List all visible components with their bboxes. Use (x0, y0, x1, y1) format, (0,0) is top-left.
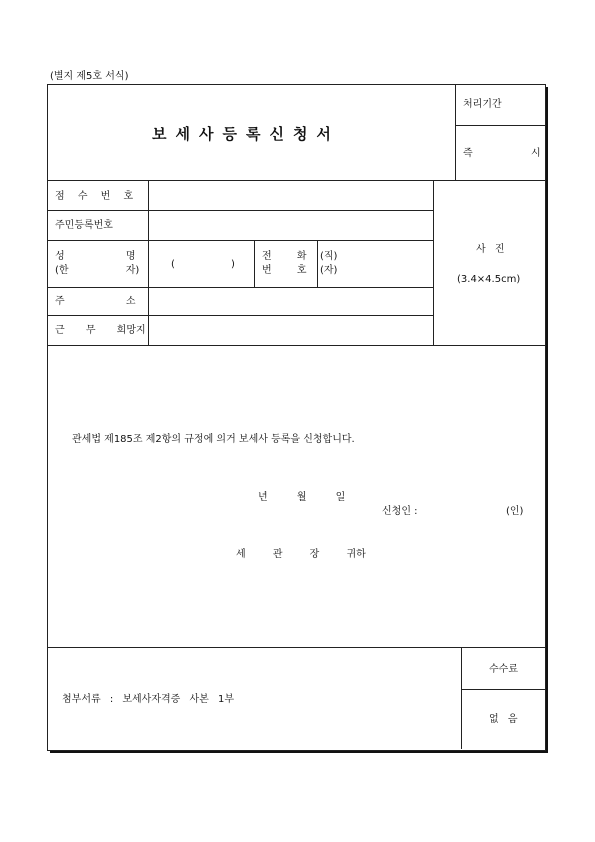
phone-label-top: 전 화 (262, 251, 307, 262)
date-line: 년 월 일 (258, 492, 346, 503)
application-statement: 관세법 제185조 제2항의 규정에 의거 보세사 등록을 신청합니다. (72, 434, 355, 445)
rule-row3 (48, 287, 433, 288)
rule-phone-right (317, 240, 318, 287)
rule-fee-left (461, 648, 462, 749)
rule-name-right (254, 240, 255, 287)
phone-work-label: (직) (320, 251, 338, 262)
workplace-label: 근 무 희망지 (55, 325, 146, 336)
hanja-paren-close: ) (231, 259, 235, 270)
rule-row2 (48, 240, 433, 241)
page-title: 보세사등록신청서 (152, 125, 340, 143)
phone-home-label: (자) (320, 265, 338, 276)
rule-photo-left (433, 181, 434, 345)
rule-row4 (48, 315, 433, 316)
rule-process-left (455, 85, 456, 180)
name-label-bottom: (한 자) (55, 265, 140, 276)
processing-value-left: 즉 (463, 148, 473, 159)
phone-label-bottom: 번 호 (262, 265, 307, 276)
rule-label-col (148, 181, 149, 345)
fee-label: 수수료 (489, 664, 518, 675)
rule-fee-mid (461, 689, 545, 690)
processing-value-right: 시 (531, 148, 541, 159)
photo-size: (3.4×4.5cm) (457, 274, 521, 285)
rule-row1 (48, 210, 433, 211)
address-label: 주 소 (55, 296, 136, 307)
resident-no-label: 주민등록번호 (55, 220, 113, 231)
attachments: 첨부서류 : 보세사자격증 사본 1부 (62, 694, 235, 705)
fee-value: 없 음 (489, 714, 518, 725)
addressee: 세 관 장 귀하 (236, 549, 366, 560)
rule-title-bottom (48, 180, 545, 181)
name-label-top: 성 명 (55, 251, 136, 262)
applicant-label: 신청인 : (382, 506, 418, 517)
rule-body-bottom (48, 647, 545, 648)
form-label: (별지 제5호 서식) (50, 71, 129, 82)
hanja-paren-open: ( (171, 259, 175, 270)
form-frame (47, 84, 546, 751)
receipt-no-label: 점 수 번 호 (55, 191, 134, 202)
rule-info-bottom (48, 345, 545, 346)
processing-label: 처리기간 (463, 99, 502, 110)
rule-process-mid (455, 125, 545, 126)
photo-label: 사 진 (476, 244, 505, 255)
seal-mark: (인) (506, 506, 524, 517)
